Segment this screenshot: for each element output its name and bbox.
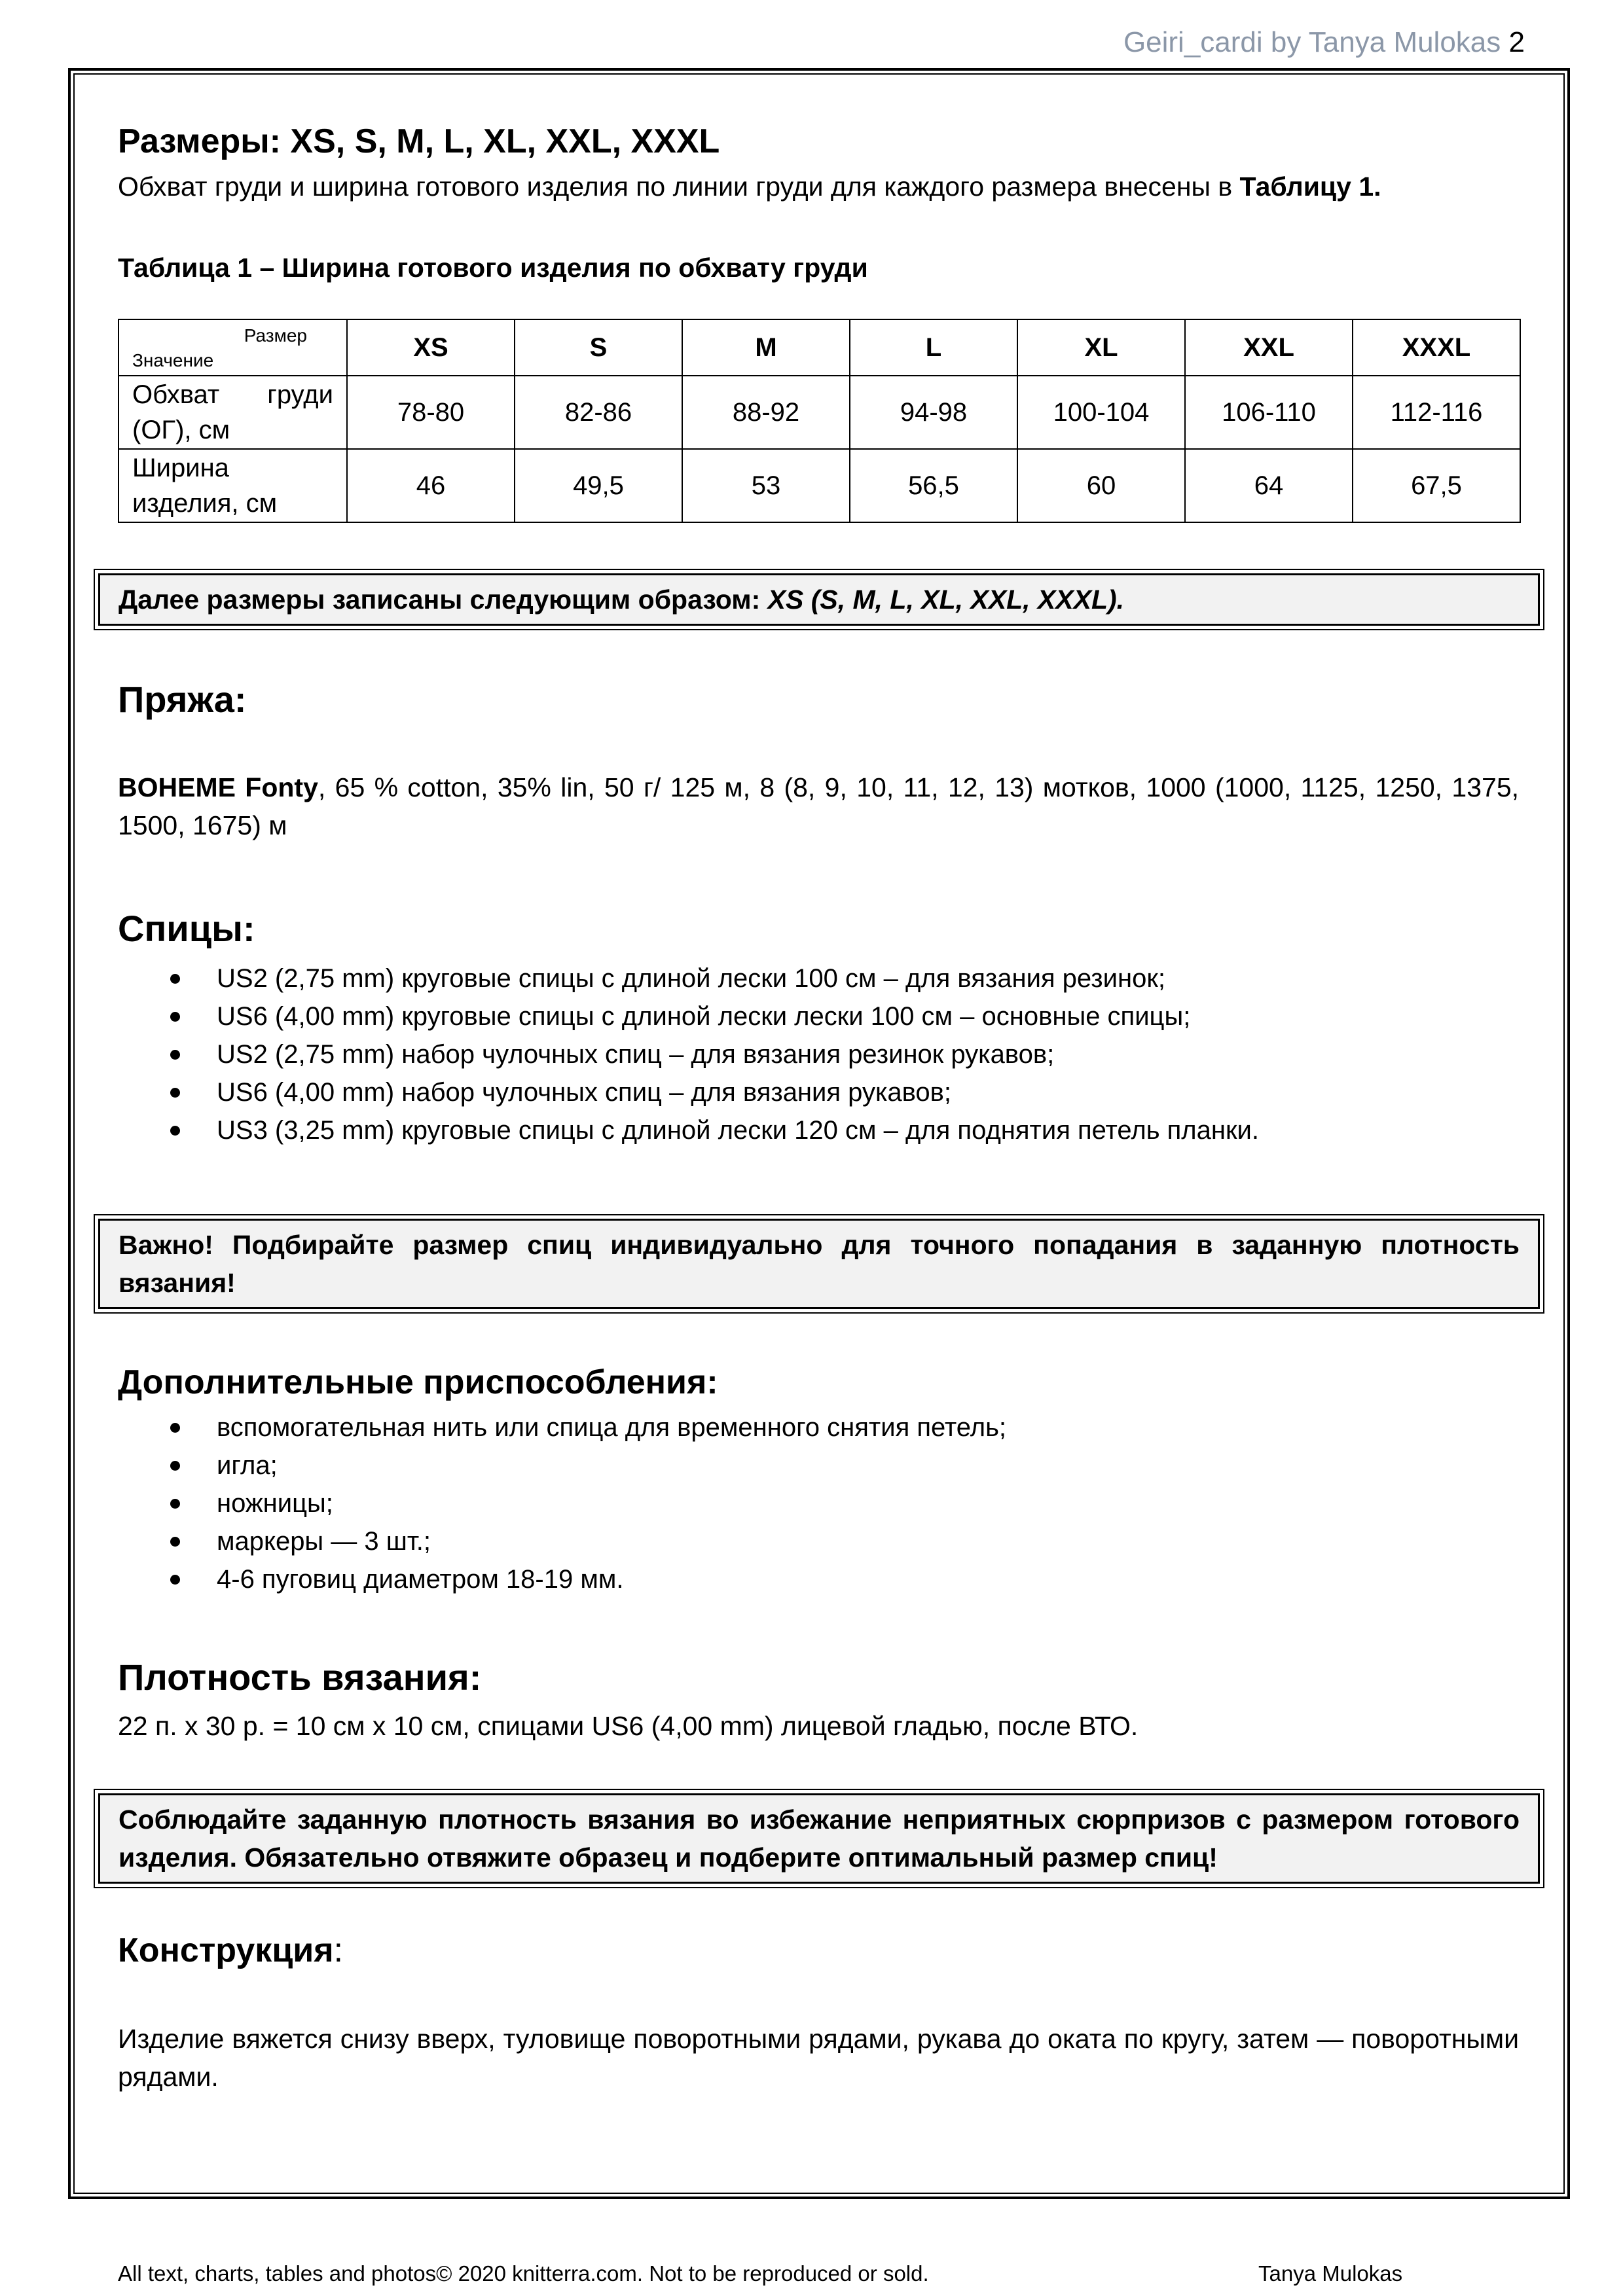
list-item: 4-6 пуговиц диаметром 18-19 мм. — [118, 1560, 1519, 1598]
notions-list — [118, 1408, 1519, 1598]
table-cell: 82-86 — [515, 376, 682, 449]
col-header: XXL — [1185, 319, 1353, 376]
col-header: L — [850, 319, 1017, 376]
gauge-title: Плотность вязания: — [118, 1657, 482, 1698]
size-note-text: Далее размеры записаны следующим образом: — [119, 584, 768, 615]
corner-label-size: Размер — [244, 325, 307, 346]
gauge-note: Соблюдайте заданную плотность вязания во избежание неприятных сюрпризов с размером готового изделия. Обязательно отвяжите образец и подберите оптимальный размер спиц! — [98, 1793, 1540, 1884]
col-header: M — [682, 319, 850, 376]
table-cell: 78-80 — [347, 376, 515, 449]
table-cell: 106-110 — [1185, 376, 1353, 449]
list-item: маркеры — 3 шт.; — [118, 1522, 1519, 1560]
table-cell: 88-92 — [682, 376, 850, 449]
needles-list — [118, 960, 1519, 1149]
table-header-row — [119, 319, 1520, 376]
list-item: US3 (3,25 mm) круговые спицы с длиной лески 120 см – для поднятия петель планки. — [118, 1111, 1519, 1149]
table-cell: 53 — [682, 449, 850, 522]
table-cell: 112-116 — [1353, 376, 1520, 449]
construction-text: Изделие вяжется снизу вверх, туловище поворотными рядами, рукава до оката по кругу, затем — поворотными рядами. — [118, 2024, 1519, 2092]
table-corner-cell — [119, 319, 347, 376]
col-header: XS — [347, 319, 515, 376]
col-header: XXXL — [1353, 319, 1520, 376]
notions-title: Дополнительные приспособления: — [118, 1363, 718, 1401]
table-caption: Таблица 1 – Ширина готового изделия по обхвату груди — [118, 253, 868, 283]
construction-title — [118, 1931, 343, 1970]
sizes-intro-bold: Таблицу 1. — [1239, 171, 1381, 202]
sizes-intro — [118, 168, 1519, 206]
table-cell: 64 — [1185, 449, 1353, 522]
list-item: US6 (4,00 mm) набор чулочных спиц – для вязания рукавов; — [118, 1073, 1519, 1111]
table-cell: 100-104 — [1017, 376, 1185, 449]
size-notation-note — [98, 573, 1540, 626]
list-item: US6 (4,00 mm) круговые спицы с длиной лески лески 100 см – основные спицы; — [118, 997, 1519, 1035]
row-label: Обхват груди (ОГ), см — [119, 376, 347, 449]
needles-title: Спицы: — [118, 908, 255, 949]
list-item: US2 (2,75 mm) набор чулочных спиц – для вязания резинок рукавов; — [118, 1035, 1519, 1073]
row-label: Ширина изделия, см — [119, 449, 347, 522]
yarn-title: Пряжа: — [118, 679, 247, 720]
size-table — [118, 319, 1521, 523]
header-title: Geiri_cardi by Tanya Mulokas — [1123, 26, 1501, 58]
yarn-description — [118, 768, 1519, 844]
footer-copyright: All text, charts, tables and photos© 2020 knitterra.com. Not to be reproduced or sold. — [118, 2261, 929, 2286]
yarn-brand: BOHEME Fonty — [118, 772, 318, 802]
col-header: XL — [1017, 319, 1185, 376]
corner-label-value: Значение — [132, 350, 214, 370]
table-cell: 49,5 — [515, 449, 682, 522]
sizes-heading: Размеры: XS, S, M, L, XL, XXL, XXXL — [118, 122, 720, 160]
list-item: вспомогательная нить или спица для временного снятия петель; — [118, 1408, 1519, 1446]
table-cell: 60 — [1017, 449, 1185, 522]
table-cell: 56,5 — [850, 449, 1017, 522]
table-row — [119, 449, 1520, 522]
sizes-section — [118, 118, 1519, 523]
table-cell: 67,5 — [1353, 449, 1520, 522]
list-item: US2 (2,75 mm) круговые спицы с длиной лески 100 см – для вязания резинок; — [118, 960, 1519, 997]
yarn-text: , 65 % cotton, 35% lin, 50 г/ 125 м, 8 (8, 9, 10, 11, 12, 13) мотков, 1000 (1000, 1125, 1250, 1375, 1500, 1675) м — [118, 772, 1520, 840]
construction-title-text: Конструкция — [118, 1931, 334, 1969]
needles-note: Важно! Подбирайте размер спиц индивидуально для точного попадания в заданную плотность вязания! — [98, 1219, 1540, 1309]
construction-title-colon: : — [333, 1931, 344, 1969]
table-cell: 94-98 — [850, 376, 1017, 449]
size-note-italic: XS (S, M, L, XL, XXL, XXXL). — [767, 584, 1125, 615]
list-item: ножницы; — [118, 1484, 1519, 1522]
table-cell: 46 — [347, 449, 515, 522]
table-row — [119, 376, 1520, 449]
sizes-intro-text: Обхват груди и ширина готового изделия по линии груди для каждого размера внесены в — [118, 171, 1240, 202]
page-number: 2 — [1508, 26, 1525, 58]
page-header — [1123, 26, 1525, 59]
footer-author: Tanya Mulokas — [1258, 2261, 1403, 2286]
list-item: игла; — [118, 1446, 1519, 1484]
col-header: S — [515, 319, 682, 376]
gauge-text: 22 п. х 30 р. = 10 см х 10 см, спицами US6 (4,00 mm) лицевой гладью, после ВТО. — [118, 1711, 1139, 1741]
